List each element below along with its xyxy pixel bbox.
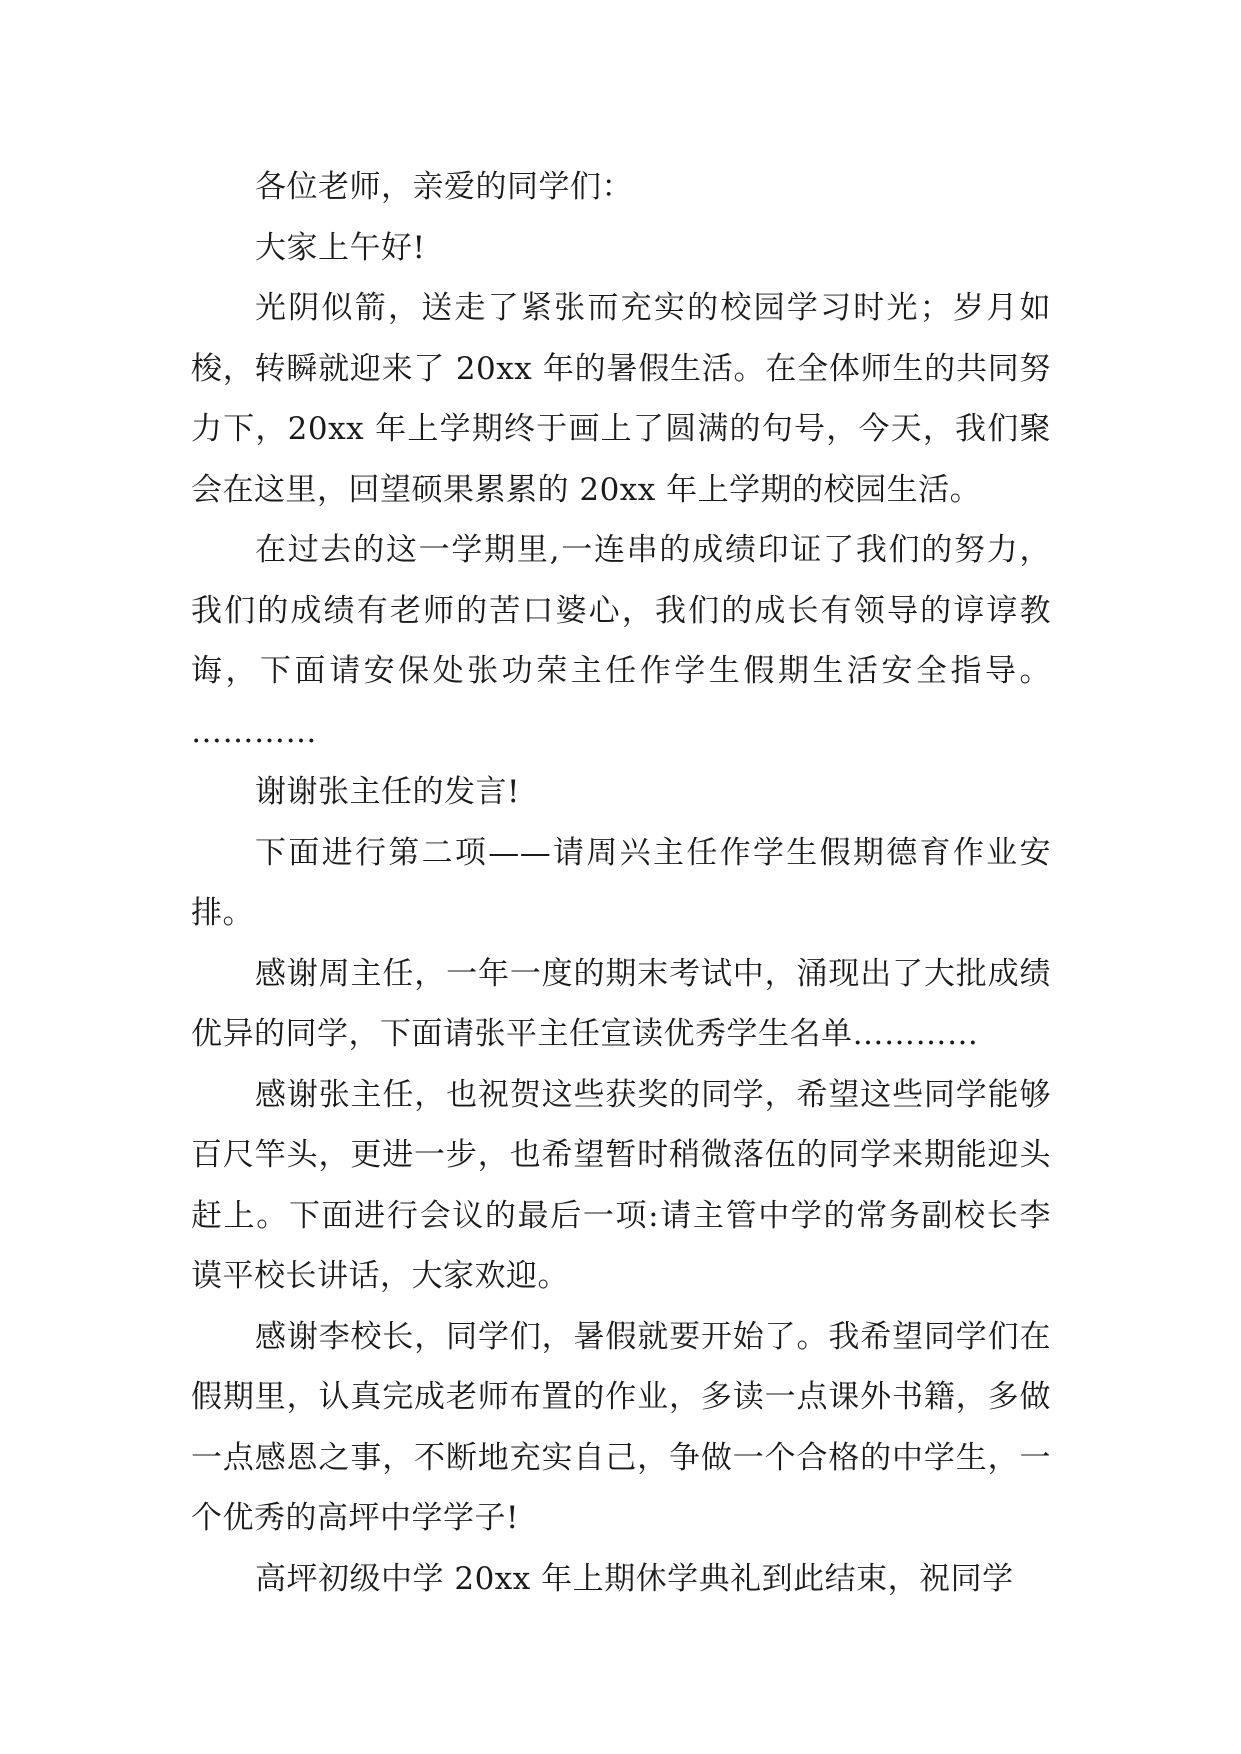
paragraph-greeting: 各位老师，亲爱的同学们： bbox=[255, 169, 633, 205]
paragraph-safety-guidance: 在过去的这一学期里,一连串的成绩印证了我们的努力，我们的成绩有老师的苦口婆心，我们的成长有领导的谆谆教诲，下面请安保处张功荣主任作学生假期生活安全指导。 ………… bbox=[191, 532, 1051, 750]
paragraph-second-item: 下面进行第二项——请周兴主任作学生假期德育作业安排。 bbox=[191, 834, 1051, 931]
paragraph-closing: 高坪初级中学 20xx 年上期休学典礼到此结束，祝同学 bbox=[255, 1560, 1014, 1597]
paragraph-honor-list: 感谢周主任，一年一度的期末考试中，涌现出了大批成绩优异的同学，下面请张平主任宣读优秀学生名单………… bbox=[191, 955, 1051, 1052]
paragraph-last-item: 感谢张主任，也祝贺这些获奖的同学，希望这些同学能够百尺竿头，更进一步，也希望暂时稍微落伍的同学来期能迎头赶上。下面进行会议的最后一项:请主管中学的常务副校长李谟平校长讲话，大家欢迎。 bbox=[191, 1076, 1051, 1294]
paragraph-hello: 大家上午好! bbox=[255, 229, 426, 266]
document-body bbox=[191, 157, 1051, 1609]
paragraph-summer-wishes: 感谢李校长，同学们，暑假就要开始了。我希望同学们在假期里，认真完成老师布置的作业，多读一点课外书籍，多做一点感恩之事，不断地充实自己，争做一个合格的中学生，一个优秀的高坪中学学子! bbox=[191, 1318, 1051, 1536]
paragraph-thanks-zhang: 谢谢张主任的发言! bbox=[255, 774, 520, 810]
paragraph-intro: 光阴似箭，送走了紧张而充实的校园学习时光；岁月如梭，转瞬就迎来了 20xx 年的暑假生活。在全体师生的共同努力下，20xx 年上学期终于画上了圆满的句号，今天，我们聚会在这里，回望硕果累累的 20xx 年上学期的校园生活。 bbox=[191, 290, 1051, 508]
